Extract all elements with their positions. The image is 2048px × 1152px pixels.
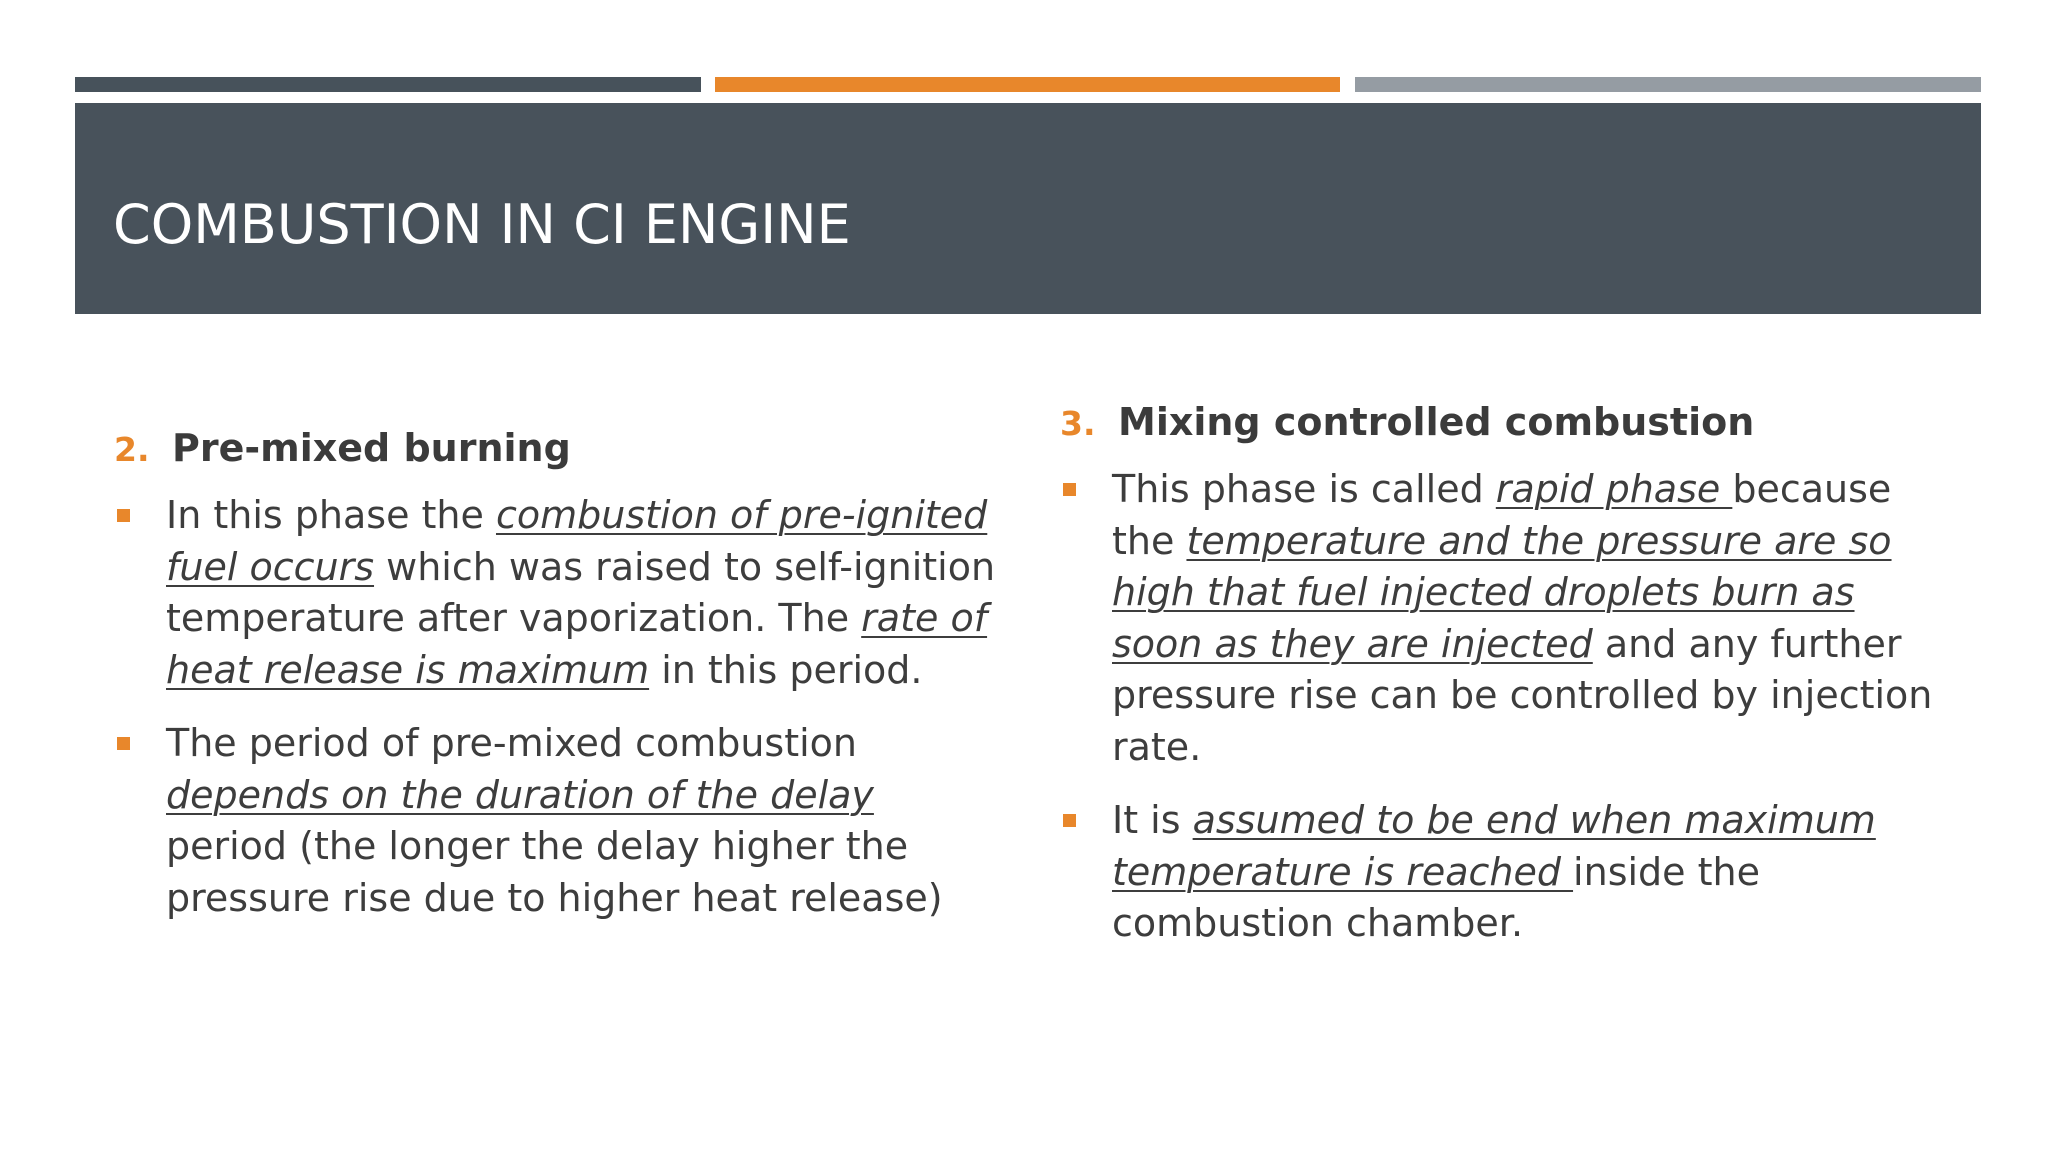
left-bullet-2 [114,718,1014,924]
left-bullet-1-line-2 [166,542,1014,594]
emphasis-span: rate of [861,596,988,640]
right-heading [1060,400,1960,444]
text-span: In this phase the [166,493,496,537]
emphasis-span: heat release is maximum [166,647,650,692]
left-bullet-1-line-1 [166,490,1014,542]
emphasis-span: high that fuel injected droplets burn as [1112,570,1855,614]
title-band [75,103,1981,314]
right-bullet-2-line-2 [1112,847,1960,899]
left-bullet-2-line-4: pressure rise due to higher heat release) [166,875,943,920]
right-heading-text: Mixing controlled combustion [1118,400,1755,444]
right-bullet-1-line-3 [1112,567,1960,619]
right-bullet-1 [1060,464,1960,773]
left-bullet-2-line-1: The period of pre-mixed combustion [166,721,858,765]
right-bullet-1-line-5: pressure rise can be controlled by injection [1112,673,1933,717]
right-bullet-2 [1060,795,1960,950]
accent-bar-orange [715,77,1340,92]
left-bullet-2-line-2 [166,770,1014,822]
left-heading-text: Pre-mixed burning [172,426,571,470]
left-bullet-1-line-3 [166,593,1014,645]
text-span: in this period. [649,647,923,692]
slide-title: COMBUSTION IN CI ENGINE [113,193,851,256]
right-heading-number: 3. [1060,404,1096,443]
text-span: temperature after vaporization. The [166,596,862,640]
right-bullet-1-line-1 [1112,464,1960,516]
right-bullet-1-line-4 [1112,619,1960,671]
right-bullet-2-line-1 [1112,795,1960,847]
right-bullet-1-line-6: rate. [1112,724,1202,769]
right-column [1060,400,1960,972]
text-span: inside the [1573,849,1760,894]
square-bullet-icon [1063,814,1076,827]
right-bullet-2-line-3: combustion chamber. [1112,901,1524,945]
text-span: which was raised to self-ignition [374,544,996,589]
left-heading [114,426,1014,470]
square-bullet-icon [117,737,130,750]
text-span: and any further [1592,621,1902,666]
emphasis-span: assumed to be end when maximum [1192,798,1876,842]
emphasis-span: temperature is reached [1112,849,1574,894]
left-bullet-1 [114,490,1014,696]
text-span: the [1112,518,1187,563]
left-column [114,426,1014,946]
emphasis-span: depends on the duration of the delay [166,772,874,817]
emphasis-span: rapid phase [1495,467,1733,511]
emphasis-span: combustion of pre-ignited [495,493,988,537]
left-heading-number: 2. [114,430,150,469]
square-bullet-icon [117,509,130,522]
right-bullet-1-line-2 [1112,516,1960,568]
emphasis-span: temperature and the pressure are so [1186,518,1892,563]
accent-bar-dark [75,77,701,92]
accent-bar-gray [1355,77,1981,92]
left-bullet-1-line-4 [166,645,1014,697]
emphasis-span: soon as they are injected [1112,621,1593,666]
emphasis-span: fuel occurs [166,544,375,589]
left-bullet-2-line-3: period (the longer the delay higher the [166,824,909,868]
text-span: because [1732,467,1892,511]
square-bullet-icon [1063,483,1076,496]
text-span: It is [1112,798,1193,842]
text-span: This phase is called [1112,467,1496,511]
